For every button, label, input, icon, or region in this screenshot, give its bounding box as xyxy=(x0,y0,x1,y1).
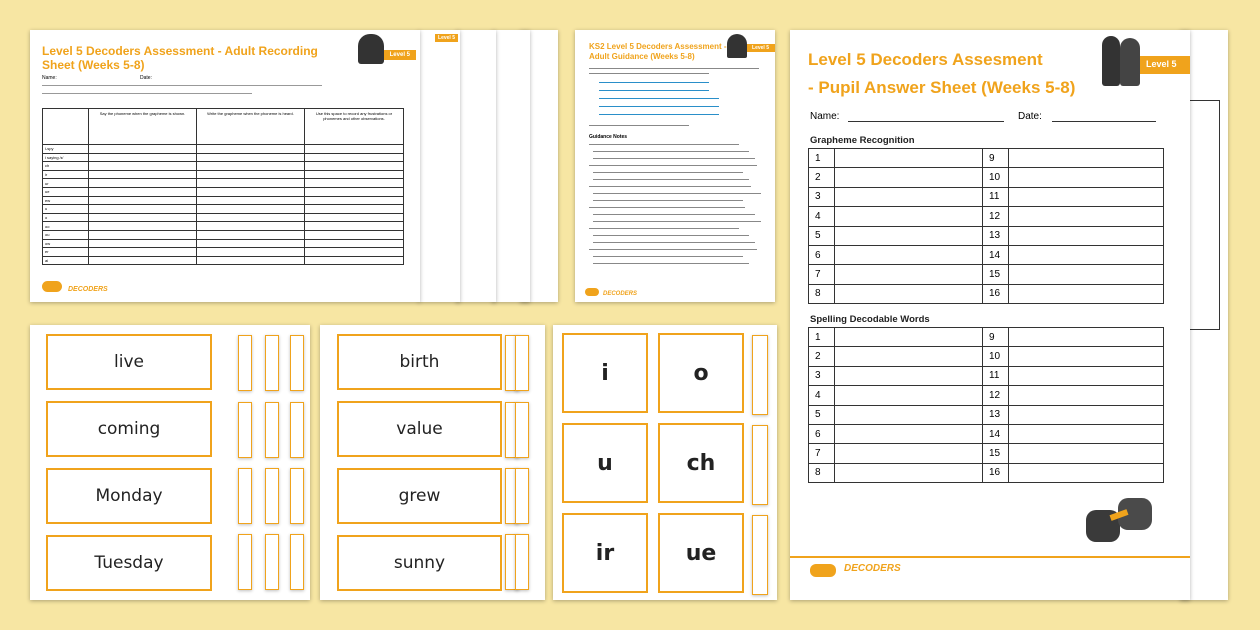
date-label: Date: xyxy=(1018,111,1042,122)
stacked-card xyxy=(290,468,304,524)
answer-cell[interactable] xyxy=(1009,168,1164,187)
twinkl-logo xyxy=(42,281,62,292)
answer-cell[interactable] xyxy=(835,265,983,284)
table-row xyxy=(809,168,1164,187)
row-number: 6 xyxy=(809,245,835,264)
row-label: ur xyxy=(43,179,89,188)
row-number: 14 xyxy=(983,245,1009,264)
row-label: i saying /ɪ/ xyxy=(43,153,89,162)
word-card: live xyxy=(46,334,212,390)
row-number: 9 xyxy=(983,328,1009,347)
answer-cell[interactable] xyxy=(835,366,983,385)
row-label: ew xyxy=(43,196,89,205)
table-row xyxy=(43,248,404,257)
row-number: 16 xyxy=(983,284,1009,303)
answer-cell[interactable] xyxy=(1009,366,1164,385)
row-number: 1 xyxy=(809,328,835,347)
table-row xyxy=(809,463,1164,482)
table-row xyxy=(43,239,404,248)
row-number: 7 xyxy=(809,444,835,463)
table-row xyxy=(43,179,404,188)
answer-cell[interactable] xyxy=(835,424,983,443)
table-row xyxy=(43,196,404,205)
word-card: o xyxy=(658,333,744,413)
adult-guidance-sheet xyxy=(575,30,775,302)
answer-cell[interactable] xyxy=(835,207,983,226)
table-row xyxy=(809,405,1164,424)
word-card: sunny xyxy=(337,535,502,591)
answer-cell[interactable] xyxy=(835,245,983,264)
word-card: grew xyxy=(337,468,502,524)
word-card: ir xyxy=(562,513,648,593)
title-line-2: - Pupil Answer Sheet (Weeks 5-8) xyxy=(808,78,1076,97)
word-card: ue xyxy=(658,513,744,593)
row-number: 12 xyxy=(983,386,1009,405)
name-label: Name: xyxy=(42,75,57,81)
answer-cell[interactable] xyxy=(1009,463,1164,482)
answer-cell[interactable] xyxy=(1009,207,1164,226)
stacked-card xyxy=(515,335,529,391)
word-card: birth xyxy=(337,334,502,390)
table-row xyxy=(43,145,404,154)
table-row xyxy=(809,347,1164,366)
answer-cell[interactable] xyxy=(835,187,983,206)
level-badge: Level 5 xyxy=(384,50,416,60)
word-card: i xyxy=(562,333,648,413)
table-row xyxy=(809,328,1164,347)
table-row xyxy=(809,284,1164,303)
answer-cell[interactable] xyxy=(835,444,983,463)
table-row xyxy=(809,187,1164,206)
answer-cell[interactable] xyxy=(1009,245,1164,264)
row-number: 15 xyxy=(983,265,1009,284)
table-row xyxy=(43,222,404,231)
table-row xyxy=(43,256,404,265)
row-number: 11 xyxy=(983,366,1009,385)
pupil-answer-sheet xyxy=(790,30,1190,600)
answer-cell[interactable] xyxy=(1009,347,1164,366)
decoders-logo: DECODERS xyxy=(68,286,108,293)
stacked-card xyxy=(238,402,252,458)
answer-cell[interactable] xyxy=(835,405,983,424)
section-title: Guidance Notes xyxy=(589,134,628,140)
recording-table xyxy=(42,108,404,265)
row-label: u xyxy=(43,205,89,214)
section-spelling-decodable-words: Spelling Decodable Words xyxy=(810,314,930,325)
row-number: 2 xyxy=(809,347,835,366)
characters-illustration xyxy=(727,34,747,58)
stacked-card xyxy=(238,534,252,590)
table-row xyxy=(43,187,404,196)
row-number: 13 xyxy=(983,405,1009,424)
row-number: 12 xyxy=(983,207,1009,226)
row-label: i-spy xyxy=(43,145,89,154)
binoculars-illustration xyxy=(1080,490,1160,546)
table-row xyxy=(43,205,404,214)
answer-cell[interactable] xyxy=(1009,265,1164,284)
characters-illustration xyxy=(358,34,384,64)
table-row xyxy=(43,213,404,222)
twinkl-logo xyxy=(810,564,836,577)
table-row xyxy=(809,149,1164,168)
row-number: 3 xyxy=(809,187,835,206)
stacked-card xyxy=(238,335,252,391)
answer-cell[interactable] xyxy=(835,284,983,303)
stacked-card xyxy=(238,468,252,524)
row-number: 2 xyxy=(809,168,835,187)
table-row xyxy=(809,226,1164,245)
row-number: 4 xyxy=(809,386,835,405)
row-number: 5 xyxy=(809,405,835,424)
row-number: 13 xyxy=(983,226,1009,245)
stacked-card xyxy=(290,534,304,590)
row-label: ch xyxy=(43,162,89,171)
level-badge: Level 5 xyxy=(1140,56,1190,74)
answer-cell[interactable] xyxy=(835,386,983,405)
row-label: ai xyxy=(43,256,89,265)
answer-cell[interactable] xyxy=(1009,149,1164,168)
word-card: coming xyxy=(46,401,212,457)
answer-cell[interactable] xyxy=(835,168,983,187)
row-label: ou xyxy=(43,230,89,239)
stacked-card xyxy=(290,335,304,391)
stacked-card xyxy=(290,402,304,458)
stacked-page xyxy=(418,30,460,302)
answer-cell[interactable] xyxy=(835,347,983,366)
row-number: 10 xyxy=(983,347,1009,366)
spelling-table xyxy=(808,327,1164,483)
row-number: 4 xyxy=(809,207,835,226)
row-label: ir xyxy=(43,170,89,179)
twinkl-logo xyxy=(585,288,599,296)
answer-cell[interactable] xyxy=(1009,284,1164,303)
answer-cell[interactable] xyxy=(1009,328,1164,347)
row-label: ue xyxy=(43,187,89,196)
table-row xyxy=(809,265,1164,284)
row-number: 8 xyxy=(809,463,835,482)
stacked-card xyxy=(752,515,768,595)
row-number: 11 xyxy=(983,187,1009,206)
answer-cell[interactable] xyxy=(1009,386,1164,405)
col2-header: Write the grapheme when the phoneme is heard. xyxy=(197,109,305,145)
word-card: value xyxy=(337,401,502,457)
row-number: 1 xyxy=(809,149,835,168)
table-row xyxy=(809,245,1164,264)
word-card: Tuesday xyxy=(46,535,212,591)
stacked-card xyxy=(265,402,279,458)
stacked-page xyxy=(492,30,530,302)
answer-cell[interactable] xyxy=(835,149,983,168)
table-row xyxy=(43,170,404,179)
date-label: Date: xyxy=(140,75,152,81)
row-label: o xyxy=(43,213,89,222)
sheet-title: Level 5 Decoders Assessment - Adult Recording Sheet (Weeks 5-8) xyxy=(42,44,318,72)
row-number: 15 xyxy=(983,444,1009,463)
characters-illustration xyxy=(1100,36,1142,88)
answer-cell[interactable] xyxy=(835,463,983,482)
table-row xyxy=(43,162,404,171)
answer-cell[interactable] xyxy=(835,328,983,347)
stacked-card xyxy=(515,468,529,524)
answer-cell[interactable] xyxy=(1009,424,1164,443)
table-row xyxy=(43,153,404,162)
title-line-1: Level 5 Decoders Assesment xyxy=(808,50,1043,69)
table-row xyxy=(809,366,1164,385)
level-badge: Level 5 xyxy=(746,44,775,52)
stacked-card xyxy=(515,402,529,458)
row-number: 8 xyxy=(809,284,835,303)
word-card: u xyxy=(562,423,648,503)
decoders-logo: DECODERS xyxy=(603,291,638,297)
stacked-card xyxy=(752,335,768,415)
answer-cell[interactable] xyxy=(1009,187,1164,206)
stacked-card xyxy=(265,534,279,590)
row-label: ow xyxy=(43,239,89,248)
row-number: 16 xyxy=(983,463,1009,482)
row-number: 7 xyxy=(809,265,835,284)
col3-header: Use this space to record any frustrations or phonemes and other observations. xyxy=(305,109,404,145)
table-row xyxy=(809,207,1164,226)
row-number: 5 xyxy=(809,226,835,245)
word-card: Monday xyxy=(46,468,212,524)
row-number: 10 xyxy=(983,168,1009,187)
level-badge: Level 5 xyxy=(435,34,458,42)
stacked-card xyxy=(515,534,529,590)
name-label: Name: xyxy=(810,111,840,122)
table-row xyxy=(809,424,1164,443)
decoders-logo: DECODERS xyxy=(844,563,901,574)
col1-header: Say the phoneme when the grapheme is shown. xyxy=(89,109,197,145)
answer-cell[interactable] xyxy=(1009,226,1164,245)
table-row xyxy=(43,230,404,239)
adult-recording-sheet xyxy=(30,30,420,302)
section-grapheme-recognition: Grapheme Recognition xyxy=(810,135,915,146)
row-number: 3 xyxy=(809,366,835,385)
word-card: ch xyxy=(658,423,744,503)
answer-cell[interactable] xyxy=(1009,405,1164,424)
row-number: 9 xyxy=(983,149,1009,168)
row-number: 6 xyxy=(809,424,835,443)
row-label: oo xyxy=(43,222,89,231)
stacked-card xyxy=(752,425,768,505)
stacked-card xyxy=(265,468,279,524)
grapheme-recognition-table xyxy=(808,148,1164,304)
answer-cell[interactable] xyxy=(835,226,983,245)
sheet-title: KS2 Level 5 Decoders Assessment - Adult Guidance (Weeks 5-8) xyxy=(589,42,727,61)
table-row xyxy=(809,444,1164,463)
answer-cell[interactable] xyxy=(1009,444,1164,463)
stacked-page xyxy=(456,30,496,302)
stacked-card xyxy=(265,335,279,391)
table-row xyxy=(809,386,1164,405)
row-number: 14 xyxy=(983,424,1009,443)
row-label: er xyxy=(43,248,89,257)
